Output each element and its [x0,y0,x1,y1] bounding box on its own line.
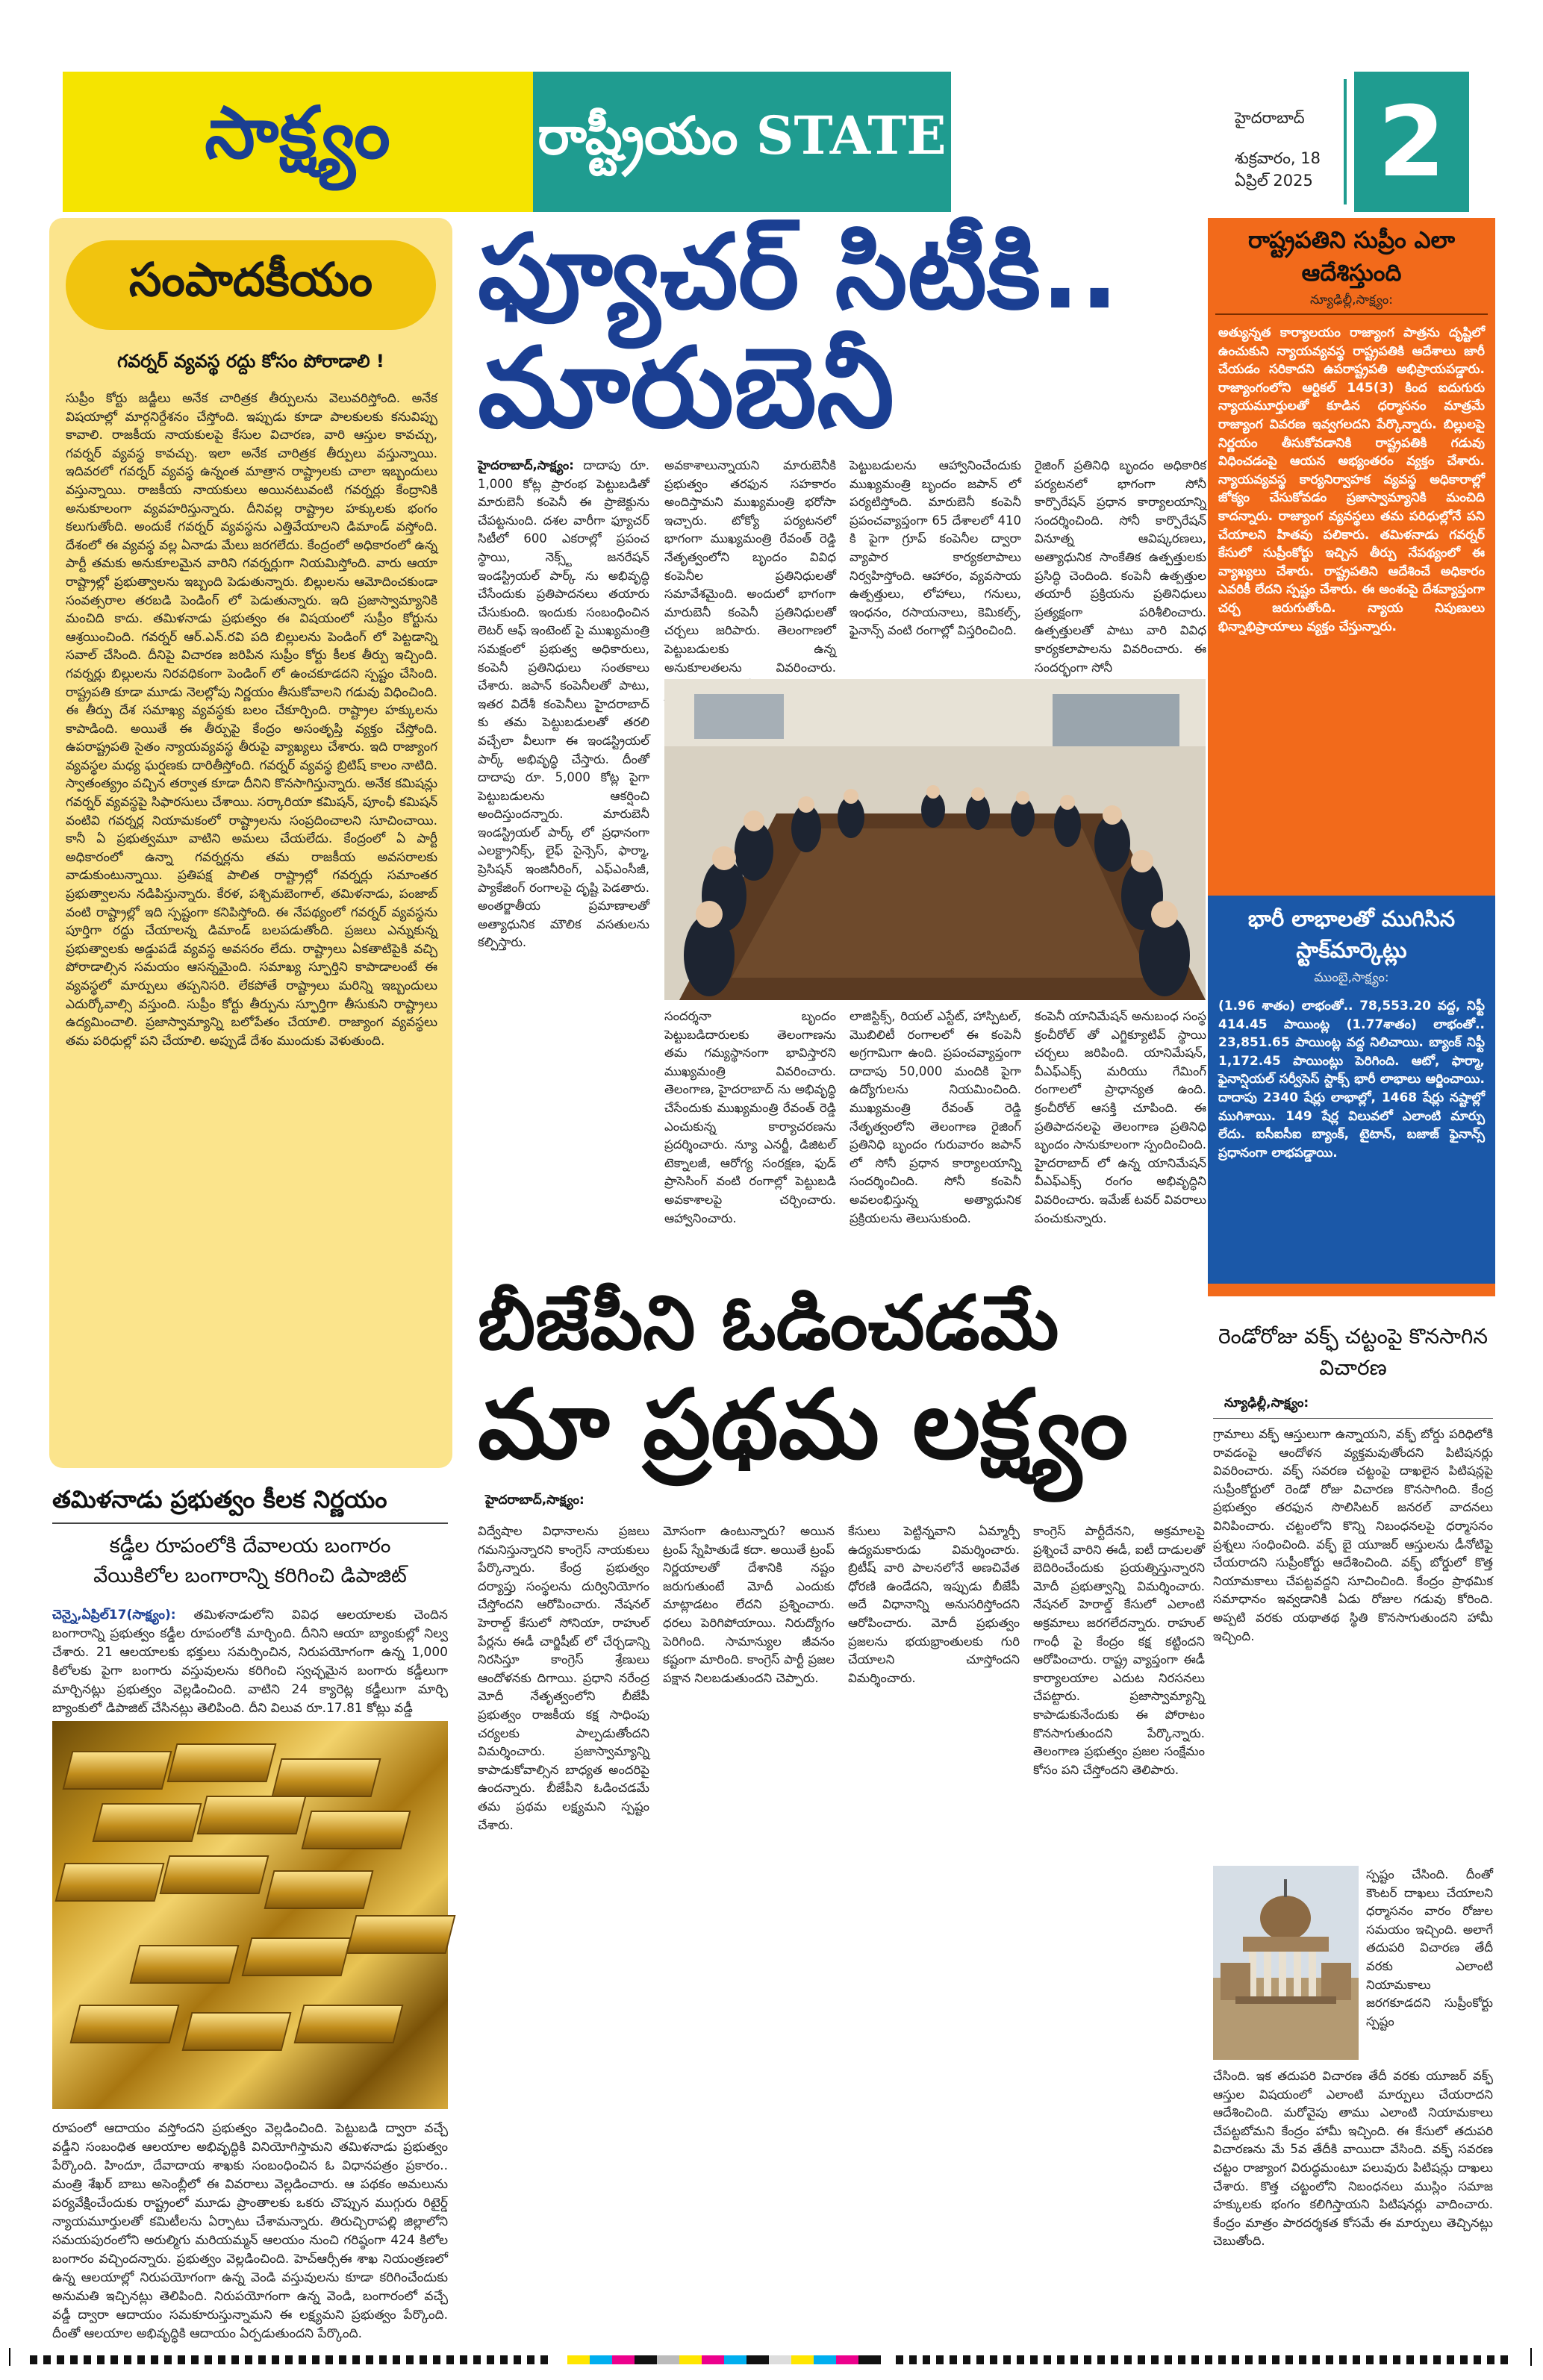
conference-room-illustration [664,679,1206,1000]
logo-panel [63,72,533,212]
meeting-photo [664,679,1206,1000]
second-column-2: మోసంగా ఉంటున్నారు? అయిన ట్రంప్ స్నేహితుడే కదా. అయితే ట్రంప్ నిర్ణయాలతో దేశానికి నష్టం జరుగుతుంటే మోదీ ఎందుకు మాట్లాడటం లేదని ప్రశ్నించారు. ధరలు పెరిగిపోయాయి. నిరుద్యోగం పెరిగింది. సామాన్యుల జీవనం కష్టంగా మారింది. కాంగ్రెస్ పార్టీ ప్రజల పక్షాన నిలబడుతుందని చెప్పారు. [663,1524,835,1685]
lead-column-3: పెట్టుబడులను ఆహ్వానించేందుకు ముఖ్యమంత్రి బృందం జపాన్ లో పర్యటిస్తోంది. మారుబెనీ కంపెనీ ప్రపంచవ్యాప్తంగా 65 దేశాలలో 410 కి పైగా గ్రూప్ కంపెనీల ద్వారా వ్యాపార కార్యకలాపాలు నిర్వహిస్తోంది. ఆహారం, వ్యవసాయ ఉత్పత్తులు, లోహాలు, గనులు, ఇంధనం, రసాయనాలు, కెమికల్స్, ఫైనాన్స్ వంటి రంగాల్లో విస్తరించింది. [850,458,1021,638]
president-story-headline: రాష్ట్రపతిని సుప్రీం ఎలా ఆదేశిస్తుంది [1247,227,1456,287]
stock-market-body: (1.96 శాతం) లాభంతో.. 78,553.20 వద్ద, నిఫ్టీ 414.45 పాయింట్ల (1.77శాతం) లాభంతో.. 23,851.65 పాయింట్ల వద్ద నిలిచాయి. బ్యాంక్ నిఫ్టీ 1,172.45 పాయింట్లు పెరిగింది. ఆటో, ఫార్మా, ఫైనాన్షియల్ సర్వీసెస్ స్టాక్స్ భారీ లాభాలు ఆర్జించాయి. దాదాపు 2340 షేర్లు లాభాల్లో, 1468 షేర్లు నష్టాల్లో ముగిశాయి. 149 షేర్ల విలువలో ఎలాంటి మార్పు లేదు. ఐసీఐసీఐ బ్యాంక్, టైటాన్, బజాజ్ ఫైనాన్స్ ప్రధానంగా లాభపడ్డాయి. [1218,999,1485,1161]
editorial-title: గవర్నర్ వ్యవస్థ రద్దు కోసం పోరాడాలి ! [117,351,384,372]
lead-column-4: రైజింగ్ ప్రతినిధి బృందం అధికారిక పర్యటనలో భాగంగా సోనీ కార్పొరేషన్ ప్రధాన కార్యాలయాన్ని సందర్శించింది. సోనీ కార్పొరేషన్ వినూత్న ఆవిష్కరణలు, అత్యాధునిక సాంకేతిక ఉత్పత్తులకు ప్రసిద్ధి చెందింది. కంపెనీ ఉత్పత్తుల తయారీ ప్రక్రియను ప్రతినిధులు ప్రత్యక్షంగా పరిశీలించారు. ఉత్పత్తులతో పాటు వారి వివిధ కార్యకలాపాలను వివరించారు. ఈ సందర్భంగా సోనీ [1035,458,1206,675]
lead-headline-line1: ఫ్యూచర్ సిటీకి.. [478,212,1119,332]
crop-mark [9,2348,10,2366]
lead-column-1 [478,457,649,1266]
lead-column-1-text: దాదాపు రూ. 1,000 కోట్ల ప్రారంభ పెట్టుబడితో మారుబెనీ కంపెనీ ఈ ప్రాజెక్టును చేపట్టనుంది. దశల వారీగా ఫ్యూచర్ సిటీలో 600 ఎకరాల్లో ప్రపంచ స్థాయి, నెక్స్ట్ జనరేషన్ ఇండస్ట్రియల్ పార్క్ ను అభివృద్ధి చేసేందుకు ప్రతిపాదనలు తయారు చేసుకుంది. ఇందుకు సంబంధించిన లెటర్ ఆఫ్ ఇంటెంట్ పై ముఖ్యమంత్రి సమక్షంలో ప్రభుత్వ అధికారులు, కంపెనీ ప్రతినిధులు సంతకాలు చేశారు. జపాన్ కంపెనీలతో పాటు, ఇతర విదేశీ కంపెనీలు హైదరాబాద్ కు తమ పెట్టుబడులతో తరలి వచ్చేలా వీలుగా ఈ ఇండస్ట్రియల్ పార్క్ అభివృద్ధి చేస్తారు. దీంతో దాదాపు రూ. 5,000 కోట్ల పైగా పెట్టుబడులను ఆకర్షించి అందిస్తుందన్నారు. మారుబెనీ ఇండస్ట్రియల్ పార్క్ లో ప్రధానంగా ఎలక్ట్రానిక్స్, లైఫ్ సైన్సెస్, ఫార్మా, ప్రెసిషన్ ఇంజినీరింగ్, ఎఫ్ఎంసీజీ, ప్యాకేజింగ్ రంగాలపై దృష్టి పెడతారు. అంతర్జాతీయ ప్రమాణాలతో అత్యాధునిక మౌలిక వసతులను కల్పిస్తారు. [478,458,650,950]
story-rule [1215,313,1488,315]
masthead [63,72,1469,212]
section-title: రాష్ట్రీయం STATE [537,104,947,166]
waqf-story-body: గ్రామాలు వక్ఫ్ ఆస్తులుగా ఉన్నాయని, వక్ఫ్ బోర్డు పరిధిలోకి రావడంపై ఆందోళన వ్యక్తమవుతోందని పిటిషనర్లు వివరించారు. వక్ఫ్ సవరణ చట్టంపై దాఖలైన పిటిషన్లపై సుప్రీంకోర్టులో రెండో రోజు విచారణ కొనసాగింది. కేంద్ర ప్రభుత్వం తరఫున సొలిసిటర్ జనరల్ వాదనలు వినిపించారు. చట్టంలోని కొన్ని నిబంధనలపై ధర్మాసనం ప్రశ్నలు సంధించింది. వక్ఫ్ బై యూజర్ ఆస్తులను డీనోటిఫై చేయరాదని సుప్రీంకోర్టు ఆదేశించింది. వక్ఫ్ బోర్డులో కొత్త నియామకాలు చేపట్టవద్దని సూచించింది. కేంద్రం ప్రాథమిక సమాధానం ఇవ్వడానికి ఏడు రోజుల గడువు కోరింది. అప్పటి వరకు యథాతథ స్థితి కొనసాగుతుందని హామీ ఇచ్చింది. [1213,1427,1493,1643]
lead-column-7: లాజిస్టిక్స్, రియల్ ఎస్టేట్, హాస్పిటల్, మొబిలిటీ రంగాలలో ఈ కంపెనీ అగ్రగామిగా ఉంది. ప్రపంచవ్యాప్తంగా దాదాపు 50,000 మందికి పైగా ఉద్యోగులను నియమించింది. ముఖ్యమంత్రి రేవంత్ రెడ్డి నేతృత్వంలోని తెలంగాణ రైజింగ్ ప్రతినిధి బృందం గురువారం జపాన్ లో సోనీ ప్రధాన కార్యాలయాన్ని సందర్శించింది. సోనీ కంపెనీ అవలంభిస్తున్న అత్యాధునిక ప్రక్రియలను తెలుసుకుంది. [850,1009,1021,1225]
stock-market-box [1208,896,1495,1284]
registration-strip [0,2351,1543,2369]
crop-mark [1530,2348,1532,2366]
page-number: 2 [1377,85,1446,199]
editorial-box [49,218,452,1468]
story-rule [1213,1418,1493,1419]
lead-column-5: సందర్శనా బృందం పెట్టుబడిదారులకు తెలంగాణను తమ గమ్యస్థానంగా భావిస్తారని ముఖ్యమంత్రి వివరించారు. తెలంగాణ, హైదరాబాద్ ను అభివృద్ధి చేసేందుకు ముఖ్యమంత్రి రేవంత్ రెడ్డి ఎంచుకున్న కార్యాచరణను ప్రదర్శించారు. న్యూ ఎనర్జీ, డిజిటల్ టెక్నాలజీ, ఆరోగ్య సంరక్షణ, ఫుడ్ ప్రాసెసింగ్ వంటి రంగాల్లో పెట్టుబడి అవకాశాలపై చర్చించారు. ఆహ్వానించారు. [664,1009,836,1225]
stock-market-byline: ముంబై,సాక్ష్యం: [1314,970,1389,985]
tamilnadu-subheadline-1: కడ్డీల రూపంలోకి దేవాలయ బంగారం [109,1534,391,1558]
stock-market-headline: భారీ లాభాలతో ముగిసిన స్టాక్‌మార్కెట్లు [1247,906,1456,963]
page-number-box [1354,72,1469,212]
tamilnadu-body-intro [52,1606,448,1718]
tamilnadu-body-text: తమిళనాడులోని వివిధ ఆలయాలకు చెందిన బంగారాన్ని ప్రభుత్వం కడ్డీల రూపంలోకి మార్చింది. దీనిని ఆయా బ్యాంకుల్లో నిల్వ చేశారు. 21 ఆలయాలకు భక్తులు సమర్పించిన, నిరుపయోగంగా ఉన్న 1,000 కిలోలకు పైగా బంగారు వస్తువులను కరిగించి స్వచ్ఛమైన బంగారు కడ్డీలుగా మార్చినట్లు ప్రభుత్వం వెల్లడించింది. వాటిని 24 క్యారెట్ల కడ్డీలుగా మార్చి బ్యాంకులో డిపాజిట్ చేసినట్లు తెలిపింది. దీని విలువ రూ.17.81 కోట్లు వడ్డీ [52,1608,448,1716]
waqf-story-byline: న్యూఢిల్లీ,సాక్ష్యం: [1224,1396,1309,1411]
lead-byline: హైదరాబాద్,సాక్ష్యం: [478,458,574,472]
section-banner [533,72,951,212]
supreme-court-building-icon [1213,1866,1359,2060]
headline-rule [52,1522,448,1524]
supreme-court-photo [1213,1866,1359,2060]
tamilnadu-body-continued: రూపంలో ఆదాయం వస్తోందని ప్రభుత్వం వెల్లడించింది. పెట్టుబడి ద్వారా వచ్చే వడ్డీని సంబంధిత ఆలయాల అభివృద్ధికి వినియోగిస్తామని తమిళనాడు ప్రభుత్వం పేర్కొంది. హిందూ, దేవాదాయ శాఖకు సంబంధించిన ఓ విధానపత్రం ప్రకారం.. మంత్రి శేఖర్ బాబు అసెంబ్లీలో ఈ వివరాలు వెల్లడించారు. ఆ పథకం అమలును పర్యవేక్షించేందుకు రాష్ట్రంలో మూడు ప్రాంతాలకు ఒకరు చొప్పున ముగ్గురు రిటైర్డ్ న్యాయమూర్తులతో కమిటీలను ఏర్పాటు చేశామన్నారు. తిరుచ్చిరాపల్లి జిల్లాలోని సమయపురంలోని అరుల్మిగు మరియమ్మన్ ఆలయం నుంచి గరిష్ఠంగా 424 కిలోల బంగారం వచ్చిందన్నారు. ప్రభుత్వం వెల్లడించింది. హెచ్ఆర్సీఈ శాఖ నియంత్రణలో ఉన్న ఆలయాల్లో నిరుపయోగంగా ఉన్న వెండి వస్తువులను కూడా కరిగించేందుకు అనుమతి ఇచ్చినట్లు తెలిపింది. నిరుపయోగంగా ఉన్న వెండి, బంగారంలో వచ్చే వడ్డీ ద్వారా ఆదాయం సమకూరుస్తున్నామని ఈ లక్ష్యమని ప్రభుత్వం పేర్కొంది. దీంతో ఆలయాల అభివృద్ధికి ఆదాయం ఏర్పడుతుందని పేర్కొంది. [52,2121,448,2341]
tamilnadu-headline: తమిళనాడు ప్రభుత్వం కీలక నిర్ణయం [52,1485,387,1514]
tamilnadu-dateline: చెన్నై,ఏప్రిల్17(సాక్ష్యం): [52,1608,176,1622]
edition-date: శుక్రవారం, 18 ఏప్రిల్ 2025 [1235,149,1321,190]
president-story-body: అత్యున్నత కార్యాలయం రాజ్యాంగ పాత్రను దృష్టిలో ఉంచుకుని న్యాయవ్యవస్థ రాష్ట్రపతికి ఆదేశాలు జారీ చేయడం సరికాదని ఉపరాష్ట్రపతి అభిప్రాయపడ్డారు. రాజ్యాంగంలోని ఆర్టికల్ 145(3) కింద ఐదుగురు న్యాయమూర్తులతో కూడిన ధర్మాసనం మాత్రమే రాజ్యాంగ వివరణ ఇవ్వగలదని పేర్కొన్నారు. బిల్లులపై నిర్ణయం తీసుకోవడానికి రాష్ట్రపతికి గడువు విధించడంపై ఆయన అభ్యంతరం వ్యక్తం చేశారు. న్యాయవ్యవస్థ కార్యనిర్వాహక వ్యవస్థ అధికారాల్లో జోక్యం చేసుకోవడం ప్రజాస్వామ్యానికి మంచిది కాదన్నారు. రాజ్యాంగ వ్యవస్థలు తమ పరిధుల్లోనే పని చేయాలని హితవు పలికారు. తమిళనాడు గవర్నర్ కేసులో సుప్రీంకోర్టు ఇచ్చిన తీర్పు నేపథ్యంలో ఈ వ్యాఖ్యలు చేశారు. రాష్ట్రపతిని ఆదేశించే అధికారం ఎవరికీ లేదని స్పష్టం చేశారు. ఈ అంశంపై దేశవ్యాప్తంగా చర్చ జరుగుతోంది. న్యాయ నిపుణులు భిన్నాభిప్రాయాలు వ్యక్తం చేస్తున్నారు. [1218,325,1485,634]
second-column-1: విద్వేషాల విధానాలను ప్రజలు గమనిస్తున్నారని కాంగ్రెస్ నాయకులు పేర్కొన్నారు. కేంద్ర ప్రభుత్వం దర్యాప్తు సంస్థలను దుర్వినియోగం చేస్తోందని ఆరోపించారు. నేషనల్ హెరాల్డ్ కేసులో సోనియా, రాహుల్ పేర్లను ఈడీ చార్జిషీట్ లో చేర్చడాన్ని నిరసిస్తూ కాంగ్రెస్ శ్రేణులు ఆందోళనకు దిగాయి. ప్రధాని నరేంద్ర మోదీ నేతృత్వంలోని బీజేపీ ప్రభుత్వం రాజకీయ కక్ష సాధింపు చర్యలకు పాల్పడుతోందని విమర్శించారు. ప్రజాస్వామ్యాన్ని కాపాడుకోవాల్సిన బాధ్యత అందరిపై ఉందన్నారు. బీజేపీని ఓడించడమే తమ ప్రథమ లక్ష్యమని స్పష్టం చేశారు. [478,1524,649,1832]
newspaper-logo: సాక్ష్యం [205,91,391,175]
dateline-area [951,72,1354,212]
editorial-header: సంపాదకీయం [66,240,436,330]
page-number-divider [1344,79,1347,204]
edition-city: హైదరాబాద్ [1235,109,1305,127]
waqf-story-body-side: స్పష్టం చేసింది. దీంతో కౌంటర్ దాఖలు చేయాలని ధర్మాసనం వారం రోజుల సమయం ఇచ్చింది. అలాగే తదుపరి విచారణ తేదీ వరకు ఎలాంటి నియామకాలు జరగకూడదని సుప్రీంకోర్టు స్పష్టం [1366,1867,1493,2028]
lead-headline-line2: మారుబెనీ [478,324,894,452]
waqf-story-headline: రెండోరోజు వక్ఫ్ చట్టంపై కొనసాగిన విచారణ [1218,1324,1489,1380]
tamilnadu-subheadline-2: వేయికిలోల బంగారాన్ని కరిగించి డిపాజిట్ [93,1564,407,1587]
editorial-body: సుప్రీం కోర్టు జడ్జీలు అనేక చారిత్రక తీర్పులను వెలువరిస్తోంది. అనేక విషయాల్లో మార్గనిర్దేశనం చేస్తోంది. ఇప్పుడు కూడా పాలకులకు కనువిప్పు కావాలి. రాజకీయ నాయకులపై కేసుల విచారణ, వారి ఆస్తుల కావచ్చు, గవర్నర్ వ్యవస్థ కావచ్చు. ఇలా అనేక చారిత్రక తీర్పులు వస్తున్నాయి. ఇదివరలో గవర్నర్ వ్యవస్థ ఉన్నంత మాత్రాన రాష్ట్రాలకు చాలా ఇబ్బందులు వస్తున్నాయి. రాజకీయ నాయకులు అయినటువంటి గవర్నర్లు కేంద్రానికి అనుకూలంగా వ్యవహరిస్తున్నారు. దీనివల్ల రాష్ట్రాల హక్కులకు భంగం కలుగుతోంది. అందుకే గవర్నర్ వ్యవస్థను ఎత్తివేయాలని డిమాండ్ వస్తోంది. దేశంలో ఈ వ్యవస్థ వల్ల ఏనాడు మేలు జరగలేదు. కేంద్రంలో అధికారంలో ఉన్న పార్టీ తమకు అనుకూలమైన వారిని గవర్నర్లుగా నియమిస్తోంది. వారు ఆయా రాష్ట్రాల్లో ప్రభుత్వాలను ఇబ్బంది పెడుతున్నారు. బిల్లులను ఆమోదించకుండా సంవత్సరాల తరబడి పెండింగ్ లో పెడుతున్నారు. ఇది ప్రజాస్వామ్యానికి మంచిది కాదు. తమిళనాడు ప్రభుత్వం ఈ విషయంలో సుప్రీం కోర్టును ఆశ్రయించింది. గవర్నర్ ఆర్.ఎన్.రవి పది బిల్లులను పెండింగ్ లో పెట్టడాన్ని సవాల్ చేసింది. దీనిపై విచారణ జరిపిన సుప్రీం కోర్టు కీలక తీర్పు ఇచ్చింది. గవర్నర్లు బిల్లులను నిరవధికంగా పెండింగ్ లో ఉంచకూడదని స్పష్టం చేసింది. రాష్ట్రపతి కూడా మూడు నెలల్లోపు నిర్ణయం తీసుకోవాలని గడువు విధించింది. ఈ తీర్పు దేశ సమాఖ్య వ్యవస్థకు బలం చేకూర్చింది. రాష్ట్రాల హక్కులను కాపాడింది. అయితే ఈ తీర్పుపై కేంద్రం అసంతృప్తి వ్యక్తం చేస్తోంది. ఉపరాష్ట్రపతి సైతం న్యాయవ్యవస్థ తీరుపై వ్యాఖ్యలు చేశారు. ఇది రాజ్యాంగ వ్యవస్థల మధ్య ఘర్షణకు దారితీస్తోంది. గవర్నర్ వ్యవస్థ బ్రిటిష్ కాలం నాటిది. స్వాతంత్య్రం వచ్చిన తర్వాత కూడా దీనిని కొనసాగిస్తున్నారు. అనేక కమిషన్లు గవర్నర్ వ్యవస్థపై సిఫారసులు చేశాయి. సర్కారియా కమిషన్, పూంఛీ కమిషన్ వంటివి గవర్నర్ల నియామకంలో రాష్ట్రాలను సంప్రదించాలని సూచించాయి. కానీ ఏ ప్రభుత్వమూ వాటిని అమలు చేయలేదు. కేంద్రంలో ఏ పార్టీ అధికారంలో ఉన్నా గవర్నర్లను తమ రాజకీయ అవసరాలకు వాడుకుంటున్నాయి. ప్రతిపక్ష పాలిత రాష్ట్రాల్లో గవర్నర్లు సమాంతర ప్రభుత్వాలను నడిపిస్తున్నారు. కేరళ, పశ్చిమబెంగాల్, తమిళనాడు, పంజాబ్ వంటి రాష్ట్రాల్లో ఇది స్పష్టంగా కనిపిస్తోంది. ఈ నేపథ్యంలో గవర్నర్ వ్యవస్థను పూర్తిగా రద్దు చేయాలన్న డిమాండ్ బలపడుతోంది. ప్రజలు ఎన్నుకున్న ప్రభుత్వాలకు అడ్డుపడే వ్యవస్థ అవసరం లేదు. రాష్ట్రాలు ఏకతాటిపైకి వచ్చి పోరాడాల్సిన సమయం ఆసన్నమైంది. సమాఖ్య స్ఫూర్తిని కాపాడాలంటే ఈ వ్యవస్థలో మార్పులు తప్పనిసరి. లేకపోతే రాష్ట్రాలు మరిన్ని ఇబ్బందులు ఎదుర్కోవాల్సి వస్తుంది. సుప్రీం కోర్టు తీర్పును స్ఫూర్తిగా తీసుకుని రాష్ట్రాలు ఉద్యమించాలి. ప్రజాస్వామ్యాన్ని బలోపేతం చేయాలి. రాజ్యాంగ వ్యవస్థలు తమ పరిధుల్లో పని చేయాలి. అప్పుడే దేశం ముందుకు వెళుతుంది. [66,391,437,1049]
second-byline: హైదరాబాద్,సాక్ష్యం: [485,1493,585,1508]
second-headline-line1: బీజేపీని ఓడించడమే [478,1279,1059,1367]
gold-bars-photo [52,1721,448,2109]
second-headline-line2: మా ప్రథమ లక్ష్యం [478,1369,1129,1481]
second-column-3: కేసులు పెట్టిన్నవాని ఏమ్మార్పీ ఉద్యమకారుడు విమర్శించారు. బ్రిటీష్ వారి పాలనలోనే అణచివేత ధోరణి ఉండేదని, ఇప్పుడు బీజేపీ అదే విధానాన్ని అనుసరిస్తోందని ఆరోపించారు. మోదీ ప్రభుత్వం ప్రజలను భయభ్రాంతులకు గురి చేయాలని చూస్తోందని విమర్శించారు. [848,1524,1020,1685]
lead-column-2: అవకాశాలున్నాయని మారుబెనీకి ప్రభుత్వం తరఫున సహకారం అందిస్తామని ముఖ్యమంత్రి భరోసా ఇచ్చారు. టోక్యో పర్యటనలో భాగంగా ముఖ్యమంత్రి రేవంత్ రెడ్డి నేతృత్వంలోని బృందం వివిధ కంపెనీల ప్రతినిధులతో సమావేశమైంది. అందులో భాగంగా మారుబెనీ కంపెనీ ప్రతినిధులతో చర్చలు జరిపారు. తెలంగాణలో పెట్టుబడులకు ఉన్న అనుకూలతలను వివరించారు. [664,458,836,675]
waqf-story-body-continued: చేసింది. ఇక తదుపరి విచారణ తేదీ వరకు యూజర్ వక్ఫ్ ఆస్తుల విషయంలో ఎలాంటి మార్పులు చేయరాదని ఆదేశించింది. మరోవైపు తాము ఎలాంటి నియామకాలు చేపట్టబోమని కేంద్రం హామీ ఇచ్చింది. ఈ కేసులో తదుపరి విచారణను మే 5వ తేదీకి వాయిదా వేసింది. వక్ఫ్ సవరణ చట్టం రాజ్యాంగ విరుద్ధమంటూ పలువురు పిటిషన్లు దాఖలు చేశారు. కొత్త చట్టంలోని నిబంధనలు ముస్లిం సమాజ హక్కులకు భంగం కలిగిస్తాయని పిటిషనర్లు వాదించారు. కేంద్రం మాత్రం పారదర్శకత కోసమే ఈ మార్పులు తెచ్చినట్లు చెబుతోంది. [1213,2069,1493,2249]
lead-column-8: కంపెనీ యానిమేషన్ అనుబంధ సంస్థ క్రంచీరోల్ తో ఎగ్జిక్యూటివ్ స్థాయి చర్చలు జరిపింది. యానిమేషన్, వీఎఫ్ఎక్స్ మరియు గేమింగ్ రంగాలలో ప్రాధాన్యత ఉంది. క్రంచీరోల్ ఆసక్తి చూపింది. ఈ ప్రతిపాదనలపై తెలంగాణ ప్రతినిధి బృందం సానుకూలంగా స్పందించింది. హైదరాబాద్ లో ఉన్న యానిమేషన్ వీఎఫ్ఎక్స్ రంగం అభివృద్ధిని వివరించారు. ఇమేజ్ టవర్ వివరాలు పంచుకున్నారు. [1035,1009,1206,1225]
president-story-byline: న్యూఢిల్లీ,సాక్ష్యం: [1309,293,1394,307]
second-column-4: కాంగ్రెస్ పార్టీదేనని, అక్రమాలపై ప్రశ్నించే వారిని ఈడీ, ఐటీ దాడులతో బెదిరించేందుకు ప్రయత్నిస్తున్నారని మోదీ ప్రభుత్వాన్ని విమర్శించారు. నేషనల్ హెరాల్డ్ కేసులో ఎలాంటి అక్రమాలు జరగలేదన్నారు. రాహుల్ గాంధీ పై కేంద్రం కక్ష కట్టిందని ఆరోపించారు. రాష్ట్ర వ్యాప్తంగా ఈడీ కార్యాలయాల ఎదుట నిరసనలు చేపట్టారు. ప్రజాస్వామ్యాన్ని కాపాడుకునేందుకు ఈ పోరాటం కొనసాగుతుందని పేర్కొన్నారు. తెలంగాణ ప్రభుత్వం ప్రజల సంక్షేమం కోసం పని చేస్తోందని తెలిపారు. [1033,1524,1205,1777]
